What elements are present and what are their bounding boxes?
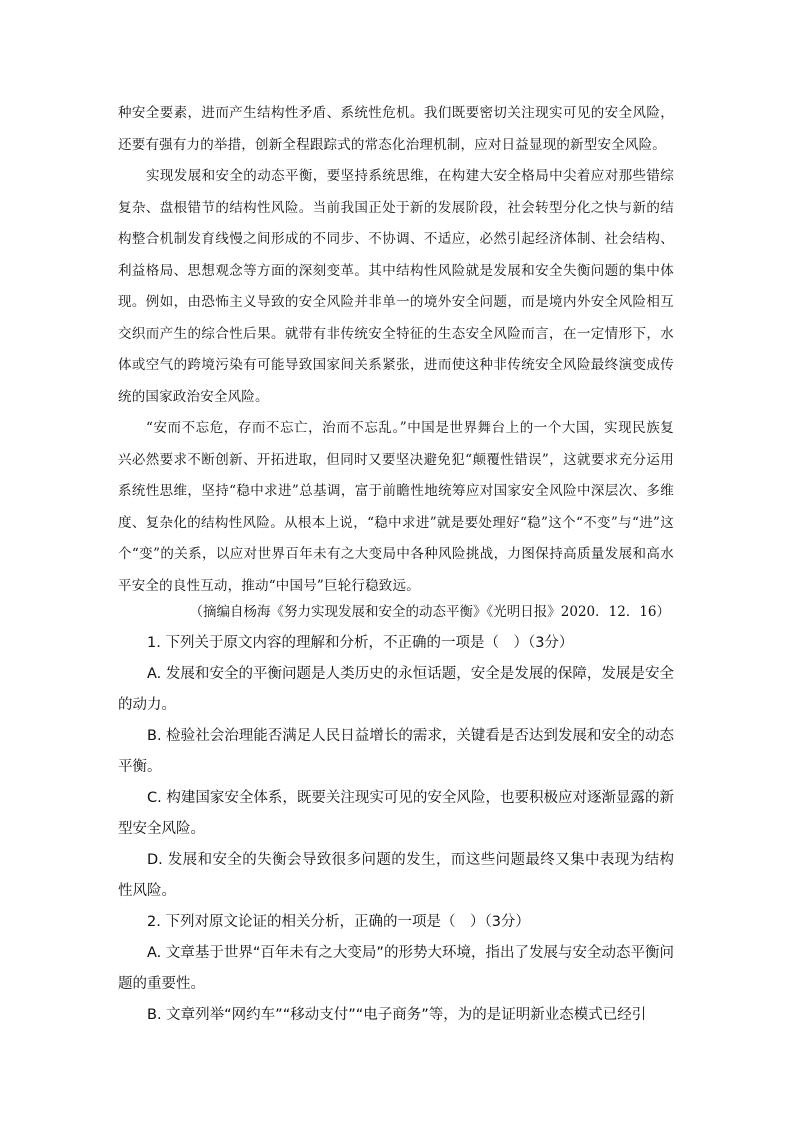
- passage-paragraph-2: 实现发展和安全的动态平衡，要坚持系统思维，在构建大安全格局中尖着应对那些错综复杂、盘根错节的结构性风险。当前我国正处于新的发展阶段，社会转型分化之快与新的结构整合机制发育线慢之间形成的不同步、不协调、不适应，必然引起经济体制、社会结构、利益格局、思想观念等方面的深刻变革。其中结构性风险就是发展和安全失衡问题的集中体现。例如，由恐怖主义导致的安全风险并非单一的境外安全问题，而是境内外安全风险相互交织而产生的综合性后果。就带有非传统安全特征的生态安全风险而言，在一定情形下，水体或空气的跨境污染有可能导致国家间关系紧张，进而使这种非传统安全风险最终演变成传统的国家政治安全风险。: [118, 168, 674, 405]
- question-1-option-a: A. 发展和安全的平衡问题是人类历史的永恒话题，安全是发展的保障，发展是安全的动力。: [118, 666, 674, 713]
- question-2-stem: 2. 下列对原文论证的相关分析，正确的一项是（ ）（3分）: [147, 914, 530, 930]
- question-1-option-b: B. 检验社会治理能否满足人民日益增长的需求，关键看是否达到发展和安全的动态平衡。: [118, 728, 674, 775]
- passage-source-citation: （摘编自杨海《努力实现发展和安全的动态平衡》《光明日报》2020．12．16）: [189, 604, 670, 620]
- question-2-option-b: B. 文章列举“网约车”“移动支付”“电子商务”等，为的是证明新业态模式已经引: [147, 1007, 647, 1023]
- question-1-stem: 1. 下列关于原文内容的理解和分析，不正确的一项是（ ）（3分）: [147, 635, 574, 651]
- passage-paragraph-3: “安而不忘危，存而不忘亡，治而不忘乱。”中国是世界舞台上的一个大国，实现民族复兴必然要求不断创新、开拓进取，但同时又要坚决避免犯“颠覆性错误”，这就要求充分运用系统性思维，坚持“稳中求进”总基调，富于前瞻性地统筹应对国家安全风险中深层次、多维度、复杂化的结构性风险。从根本上说，“稳中求进”就是要处理好“稳”这个“不变”与“进”这个“变”的关系，以应对世界百年未有之大变局中各种风险挑战，力图保持高质量发展和高水平安全的良性互动，推动“中国号”巨轮行稳致远。: [118, 420, 674, 594]
- question-1-option-c: C. 构建国家安全体系，既要关注现实可见的安全风险，也要积极应对逐渐显露的新型安全风险。: [118, 790, 674, 837]
- reading-passage: [118, 98, 674, 602]
- question-1-option-d: D. 发展和安全的失衡会导致很多问题的发生，而这些问题最终又集中表现为结构性风险。: [118, 852, 674, 899]
- passage-paragraph-1: 种安全要素，进而产生结构性矛盾、系统性危机。我们既要密切关注现实可见的安全风险，还要有强有力的举措，创新全程跟踪式的常态化治理机制，应对日益显现的新型安全风险。: [118, 105, 674, 153]
- question-section: [118, 628, 674, 1031]
- question-2-option-a: A. 文章基于世界“百年未有之大变局”的形势大环境，指出了发展与安全动态平衡问题的重要性。: [118, 945, 674, 992]
